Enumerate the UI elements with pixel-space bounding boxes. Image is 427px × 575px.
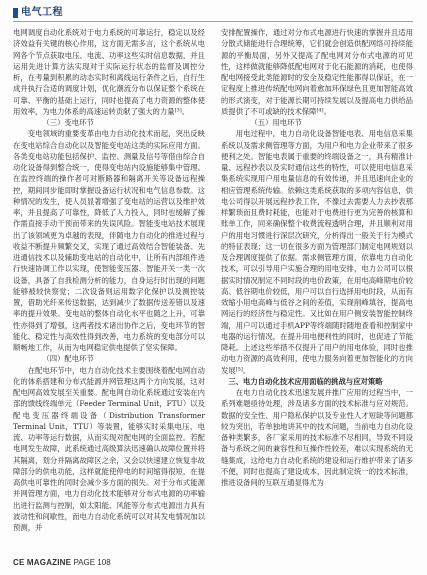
paragraph-end: 。 — [181, 106, 190, 116]
page-footer — [13, 557, 111, 569]
page-number: PAGE 108 — [73, 558, 111, 567]
paragraph-substation: 变电领域的重要变革由电力自动化技术而起，突出反映在变电站综合自动化以及智能变电站这类的实际应用方面。各类变电站功能包括保护、监控、测量及信号等借由综合自动化设备得到整合统一，使得变电站内设施能够集中管理。在监控终端的操作者可对断路器和隔离开关等设备远程操控，期间同步能即时掌握设备运行状况和电气信息参数。这种情况的发生，使人员显著增强了变电站的运营以及维护效率，并且提高了可靠性，降低了人力投入，同时也缓解了操作需直接手动干预而带来的失误风险。智能变电站技术展现出了该领域更为卓越的表现，伴随电力自动化的推进过程与收益不断提升频繁交叉，实现了通过高效结合智能装备、先进通信技术以及辅助变电站的自动化中，让所有内部组件进行快速协调工作以实现，使智能变压器、智能开关一类一次设备，具备了自我检测分析的能力，自身运行时出现的问题能够被较快察觉；二次设备则运用数字化保护以及测控装置，借助光纤来传送数据，达到减少了数据传送差错以及速率的提升效果。变电站的整体自动化水平也随之上升，可靠性亦得到了增强，这两者技术诸出协作之后，变电环节的智能化、稳定性与高效性得到改善，电力系统的变电部分可以顺畅地工作，从而为电网稳定供电提供了坚实保障。 — [13, 129, 205, 352]
paragraph-consumption — [221, 128, 413, 376]
paragraph-end: 。 — [323, 106, 331, 116]
paragraph-challenges: 在电力自动化技术迅速发展并推广应用的过程当中，一系列难题亟待处理，涉及诸多方面的技术标准与应对规范。数据的安全性、用户隐私保护以及专业性人才短缺等问题都较为突出，若单独地讲其中的技术问题，当前电力自动化设备种类繁多，各厂家采用的技术标准不尽相同，导致不同设备与系统之间的兼容性和互操作性较差，难以实现系统的无缝集成，这给电力自动化系统的建设和运行维护带来了诸多不便，同时也提高了建设成本，因此制定统一的技术标准，推进设备间的互联互通显得尤为 — [221, 388, 413, 487]
citation-ref: [5] — [235, 365, 243, 372]
page-header — [13, 6, 413, 22]
paragraph-end: 。 — [242, 365, 251, 375]
paragraph-text: 安排配置操作，通过对分布式电源进行快速的掌握并且适用分散式储能进行合理统筹，它们就会创造供配网络可持续能源的平衡局面，另外又提高了配电网对分布式电源的可见性，这样做就能够降低配电网对于化石能源的消耗，也使得配电网接受此类能源时的安全及稳定性能都得以保证，在一定程度上推进传统配电网向着愈加环保绿色且更加智能高效的形式演变，对于能源长期可持续发展以及提高电力供给品质提供了不可或缺的技术保障 — [221, 28, 413, 116]
magazine-name: CE MAGAZINE — [13, 558, 72, 567]
section-heading-challenges: 三、电力自动化技术应用面临的挑战与应对策略 — [228, 376, 383, 386]
paragraph-distribution-continued — [221, 27, 413, 117]
paragraph-grid-dispatch — [13, 27, 205, 117]
section-heading-consumption: （五）用电环节 — [250, 118, 302, 127]
paragraph-text: 电网调度自动化系统对于电力系统的可靠运行，稳定以及经济效益有关键的核心作用，这方面无需多言，这个系统从电网各个节点获取电压、电流、功率这些实时信息数据，并且运用先进计算方法实现对于实际运行状态的监督及调控分析，在考量到积累的动态实时和离线运行条件之后，自行生成并执行合适的调度计划，优化潮流分布以保证整个系统在可靠、平衡的基础上运行，同时也提高了电力资源的整体使用效率，为电力体系的高速运转贡献了强大的力量 — [13, 28, 205, 116]
citation-ref: [3] — [174, 107, 182, 114]
column-right — [221, 27, 413, 556]
section-heading-substation: （三）变电环节 — [42, 118, 94, 127]
section-marker-icon — [13, 8, 18, 18]
section-title: 电气工程 — [21, 7, 63, 18]
section-heading-distribution: （四）配电环节 — [42, 354, 94, 364]
paragraph-text: 用电过程中，电力自动化设备智能电表、用电信息采集系统以及需求侧管理等方面，为用户和电力企业带来了很多便利之处。智能电表属于重要的终端设备之一，具有精准计量、远程抄表以及实时通信这些的特性，可以使用电信息采集系统实现用户用电量信息的有效传递，并且迅速向企业的相应管理系统传输。依赖这类系统获取的多项内容信息，供电公司得以开展远程抄表工作，不像过去需要人力去抄表那样繁琐而且费时耗能，也能对于电费进行更为完善的核算和账单工作，同来确保整个收费流程透明合理，并且顺利对用户的用电习惯进行深层次研究，分析得出一般关于行为模式的特征表现；这一切在很多方面为管理部门制定电网规划以及合理调度提供了依据。需求侧管理方面，依靠电力自动化技术，可以引导用户实施合理的用电安排，电力公司可以根据实时情况制定不同时段的电价政策，在用电高峰期电价较高、低谷期电价较低，用户可以自行选择用电时段，从而有效缩小用电高峰与低谷之间的差值，实现削峰填谷，提高电网运行的经济性与稳定性。又比如在用户侧安装智能控制终端，用户可以通过手机APP等终端随时随地查看和控制家中电器的运行情况，在提升用电便利性的同时，也促进了节能降耗。上述这些举措不仅提升了用户的用电体验，同时也推动电力资源的高效利用，使电力服务向着更加智能化的方向发展 — [221, 129, 413, 375]
paragraph-distribution: 在配电环节中，电力自动化技术主要围绕着配电网自动化的体系搭建和分布式能源并网管理这两个方向发展，这对配电网高效发展至关重要。配电网自动化系统通过安装在内部的馈线终端单元（Feeder Terminal Unit，FTU）以及配电变压器终端设备（Distribution Transformer Terminal Unit，TTU）等装置，能够实时采集电压、电流、功率等运行数据，从而实现对配电网的全面监控。若配电网发生故障，此系统通过高级算法迅速确认故障位置并将其隔离，划分并隔离故障区之余，又会以快速建立恢复非故障部分的供电功能，这样就能使停电的时间缩得很短，在提高供电可靠性的同时会减少多方面的损失。对于分布式能源并网管理方面，电力自动化技术能够对分布式电源的功率输出进行监测与控制，如太阳能、风能等分布式电源出力具有波动性和间歇性，而电力自动化系统可以对其发电情况加以预测，并 — [13, 365, 205, 532]
column-left — [13, 27, 205, 556]
citation-ref: [4] — [316, 107, 324, 114]
